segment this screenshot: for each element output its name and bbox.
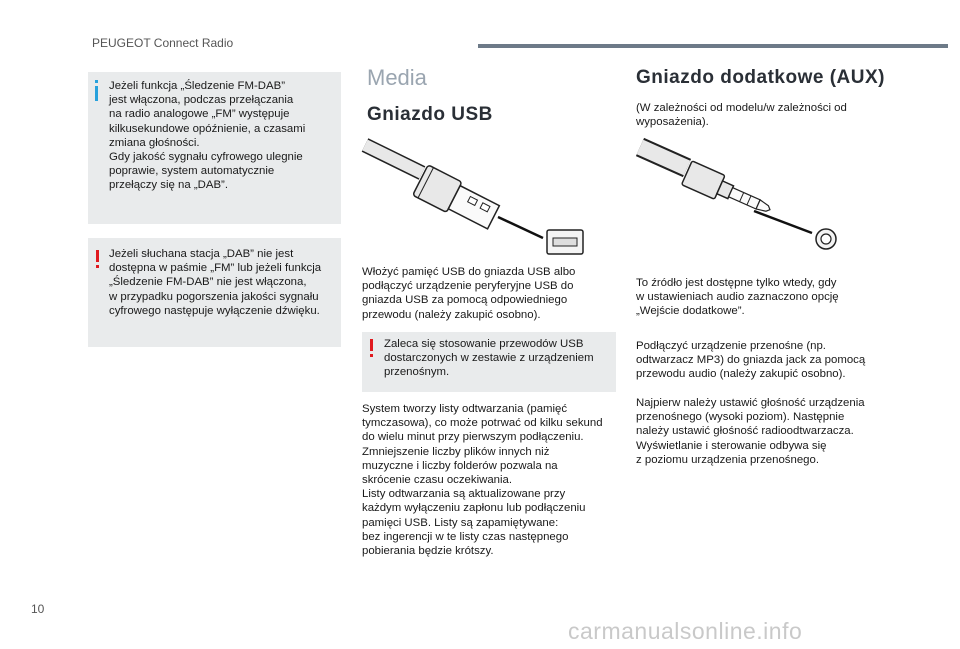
warning-icon — [96, 250, 99, 262]
header-rule — [478, 44, 948, 48]
aux-jack-illustration — [632, 135, 847, 260]
info-note-text: Jeżeli funkcja „Śledzenie FM-DAB” jest włączona, podczas przełączania na radio analogowe „FM” występuje kilkusekundowe opóźnienie, a czasami zmiana głośności. Gdy jakość sygnału cyfrowego ulegnie poprawie, system automatycznie przełączy się na „DAB”. — [109, 80, 306, 192]
warning-note — [88, 238, 341, 347]
aux-volume-text: Najpierw należy ustawić głośność urządzenia przenośnego (wysoki poziom). Następnie należy ustawić głośność radioodtwarzacza. Wyświetlanie i sterowanie odbywa się z poziomu urządzenia przenośnego. — [636, 397, 865, 466]
info-icon — [95, 86, 98, 101]
usb-warning-note — [362, 332, 616, 392]
watermark: carmanualsonline.info — [568, 618, 803, 644]
heading-usb: Gniazdo USB — [367, 104, 493, 125]
aux-availability-text: To źródło jest dostępne tylko wtedy, gdy w ustawieniach audio zaznaczono opcję „Wejście dodatkowe”. — [636, 277, 839, 318]
warning-note-text: Jeżeli słuchana stacja „DAB” nie jest dostępna w paśmie „FM” lub jeżeli funkcja „Śledzenie FM-DAB” nie jest włączona, w przypadku pogorszenia jakości sygnału cyfrowego następuje wyłączenie dźwięku. — [109, 248, 322, 317]
usb-instructions: Włożyć pamięć USB do gniazda USB albo podłączyć urządzenie peryferyjne USB do gniazda USB za pomocą odpowiedniego przewodu (należy zakupić osobno). — [362, 266, 576, 321]
info-note — [88, 72, 341, 224]
section-title-media: Media — [367, 65, 427, 90]
page-header-title: PEUGEOT Connect Radio — [92, 36, 234, 50]
page-number: 10 — [31, 602, 45, 616]
aux-connect-text: Podłączyć urządzenie przenośne (np. odtwarzacz MP3) do gniazda jack za pomocą przewodu audio (należy zakupić osobno). — [636, 340, 866, 381]
usb-connector-illustration — [360, 135, 600, 260]
usb-warning-text: Zaleca się stosowanie przewodów USB dostarczonych w zestawie z urządzeniem przenośnym. — [384, 338, 594, 379]
usb-playlist-text: System tworzy listy odtwarzania (pamięć tymczasowa), co może potrwać od kilku sekund do wielu minut przy pierwszym podłączeniu. Zmniejszenie liczby plików innych niż muzyczne i liczby folderów pozwala na skrócenie czasu oczekiwania. Listy odtwarzania są aktualizowane przy każdym wyłączeniu zapłonu lub podłączeniu pamięci USB. Listy są zapamiętywane: bez ingerencji w te listy czas następnego pobierania będzie krótszy. — [362, 403, 603, 558]
warning-icon — [370, 339, 373, 351]
heading-aux: Gniazdo dodatkowe (AUX) — [636, 67, 885, 88]
aux-subtitle: (W zależności od modelu/w zależności od wyposażenia). — [636, 102, 847, 129]
